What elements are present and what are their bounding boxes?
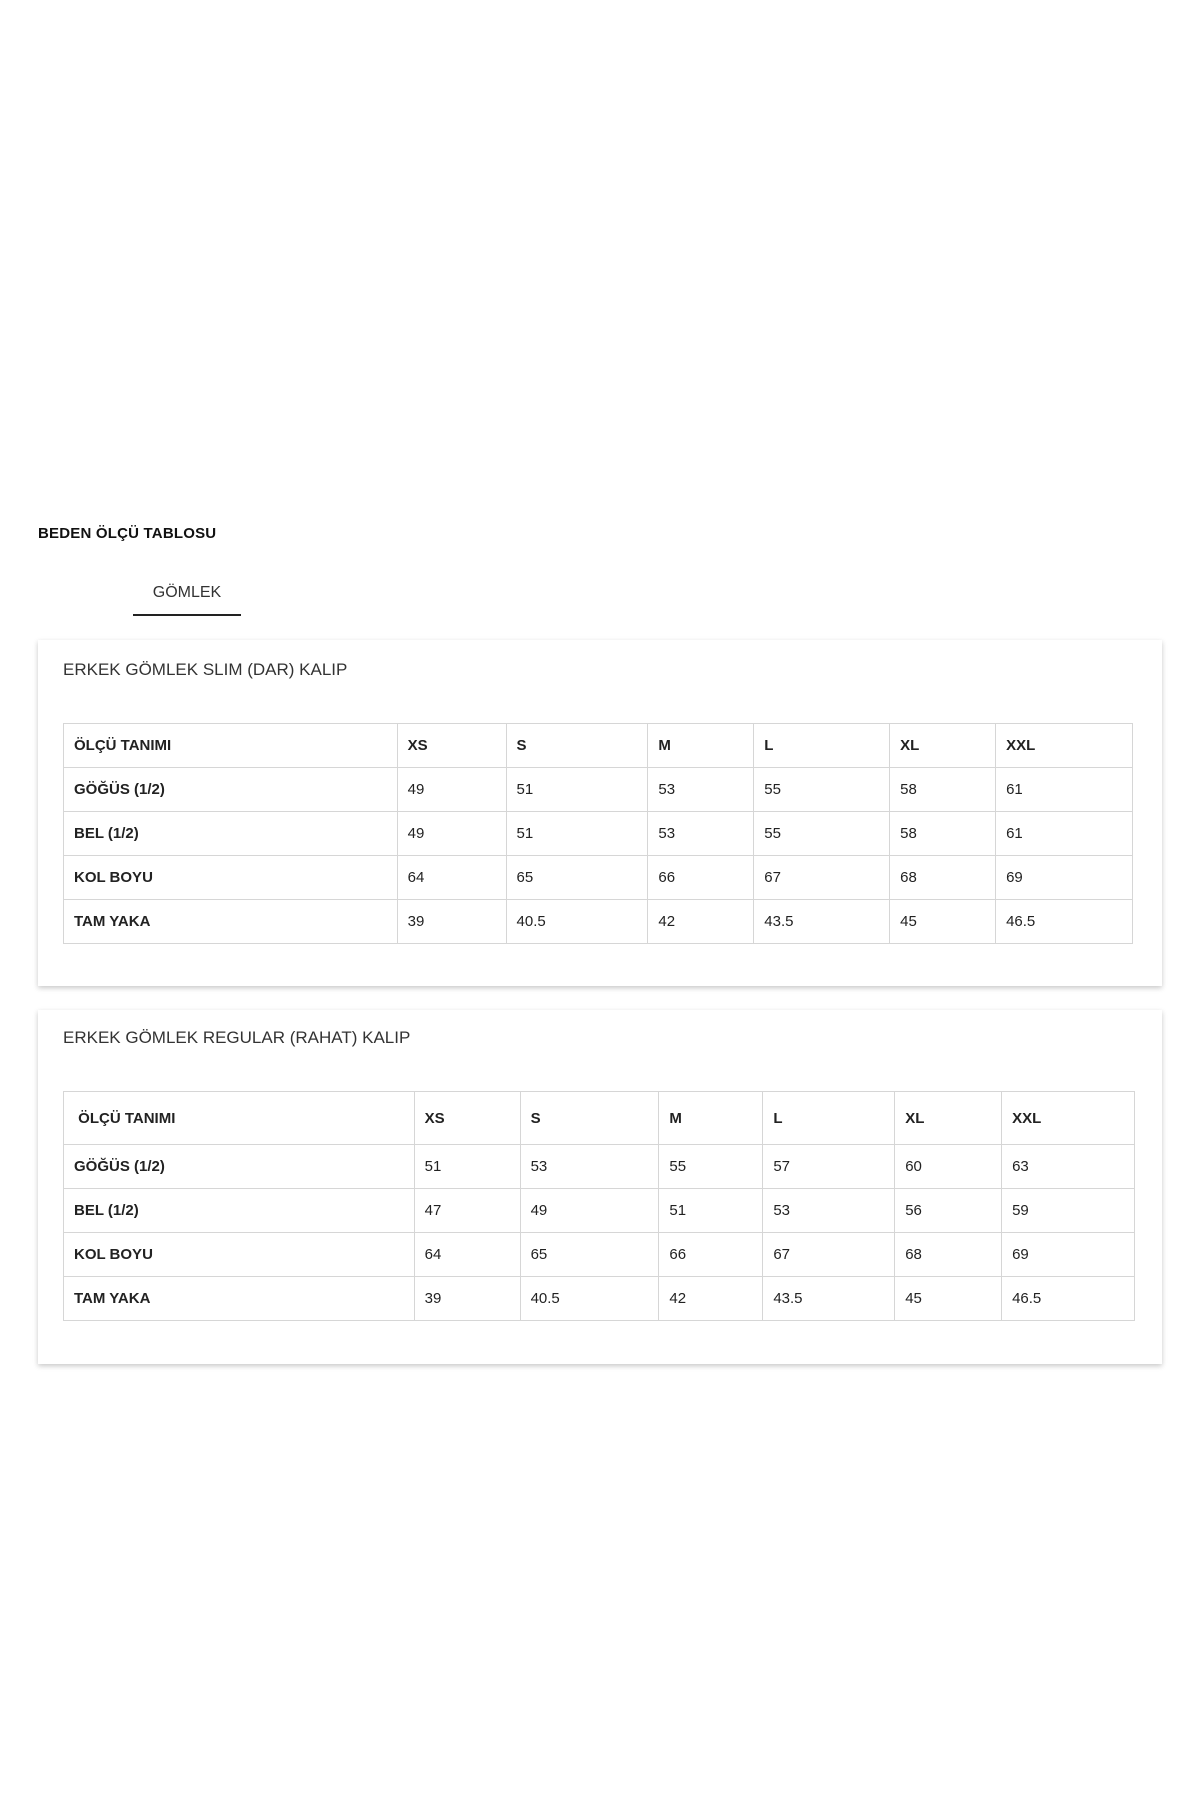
table-cell: 51 bbox=[506, 812, 648, 856]
column-header: L bbox=[754, 724, 890, 768]
table-cell: 65 bbox=[520, 1233, 659, 1277]
table-row bbox=[64, 1189, 1135, 1233]
column-header: S bbox=[506, 724, 648, 768]
table-cell: 49 bbox=[397, 768, 506, 812]
table-cell: 45 bbox=[890, 900, 996, 944]
column-header: XXL bbox=[996, 724, 1133, 768]
column-header: XXL bbox=[1002, 1092, 1135, 1145]
table-cell: 56 bbox=[895, 1189, 1002, 1233]
table-cell: 58 bbox=[890, 812, 996, 856]
table-cell: 67 bbox=[763, 1233, 895, 1277]
table-cell: 59 bbox=[1002, 1189, 1135, 1233]
table-row bbox=[64, 768, 1133, 812]
regular-fit-title: ERKEK GÖMLEK REGULAR (RAHAT) KALIP bbox=[63, 1028, 411, 1047]
table-cell: 46.5 bbox=[996, 900, 1133, 944]
row-label: GÖĞÜS (1/2) bbox=[64, 1145, 415, 1189]
table-row bbox=[64, 900, 1133, 944]
table-cell: 42 bbox=[648, 900, 754, 944]
slim-fit-card bbox=[38, 640, 1162, 986]
column-header: M bbox=[659, 1092, 763, 1145]
table-cell: 53 bbox=[648, 768, 754, 812]
table-cell: 61 bbox=[996, 812, 1133, 856]
row-label: TAM YAKA bbox=[64, 900, 398, 944]
table-cell: 55 bbox=[659, 1145, 763, 1189]
table-cell: 40.5 bbox=[520, 1277, 659, 1321]
table-cell: 58 bbox=[890, 768, 996, 812]
table-cell: 49 bbox=[397, 812, 506, 856]
row-label: BEL (1/2) bbox=[64, 1189, 415, 1233]
table-cell: 51 bbox=[414, 1145, 520, 1189]
column-header: ÖLÇÜ TANIMI bbox=[64, 1092, 415, 1145]
slim-fit-size-table bbox=[63, 723, 1133, 944]
table-cell: 51 bbox=[506, 768, 648, 812]
table-row bbox=[64, 856, 1133, 900]
column-header: L bbox=[763, 1092, 895, 1145]
table-cell: 43.5 bbox=[763, 1277, 895, 1321]
column-header: ÖLÇÜ TANIMI bbox=[64, 724, 398, 768]
table-row bbox=[64, 1145, 1135, 1189]
regular-fit-size-table bbox=[63, 1091, 1135, 1321]
column-header: M bbox=[648, 724, 754, 768]
table-cell: 43.5 bbox=[754, 900, 890, 944]
table-row bbox=[64, 1277, 1135, 1321]
table-cell: 51 bbox=[659, 1189, 763, 1233]
table-cell: 64 bbox=[414, 1233, 520, 1277]
table-cell: 39 bbox=[397, 900, 506, 944]
slim-fit-title: ERKEK GÖMLEK SLIM (DAR) KALIP bbox=[63, 660, 348, 679]
table-cell: 65 bbox=[506, 856, 648, 900]
table-cell: 61 bbox=[996, 768, 1133, 812]
tab-gomlek[interactable]: GÖMLEK bbox=[133, 570, 241, 616]
row-label: BEL (1/2) bbox=[64, 812, 398, 856]
table-cell: 63 bbox=[1002, 1145, 1135, 1189]
table-header-row bbox=[64, 724, 1133, 768]
table-cell: 47 bbox=[414, 1189, 520, 1233]
column-header: S bbox=[520, 1092, 659, 1145]
table-cell: 55 bbox=[754, 768, 890, 812]
table-cell: 57 bbox=[763, 1145, 895, 1189]
row-label: TAM YAKA bbox=[64, 1277, 415, 1321]
table-row bbox=[64, 812, 1133, 856]
column-header: XS bbox=[397, 724, 506, 768]
table-row bbox=[64, 1233, 1135, 1277]
table-header-row bbox=[64, 1092, 1135, 1145]
row-label: GÖĞÜS (1/2) bbox=[64, 768, 398, 812]
table-cell: 39 bbox=[414, 1277, 520, 1321]
column-header: XL bbox=[890, 724, 996, 768]
table-cell: 69 bbox=[996, 856, 1133, 900]
table-cell: 53 bbox=[648, 812, 754, 856]
table-cell: 49 bbox=[520, 1189, 659, 1233]
table-cell: 68 bbox=[890, 856, 996, 900]
page-title: BEDEN ÖLÇÜ TABLOSU bbox=[38, 525, 217, 542]
regular-fit-card bbox=[38, 1010, 1162, 1364]
table-cell: 46.5 bbox=[1002, 1277, 1135, 1321]
table-cell: 53 bbox=[763, 1189, 895, 1233]
row-label: KOL BOYU bbox=[64, 1233, 415, 1277]
table-cell: 66 bbox=[648, 856, 754, 900]
table-cell: 45 bbox=[895, 1277, 1002, 1321]
table-cell: 67 bbox=[754, 856, 890, 900]
table-cell: 66 bbox=[659, 1233, 763, 1277]
table-cell: 69 bbox=[1002, 1233, 1135, 1277]
table-cell: 68 bbox=[895, 1233, 1002, 1277]
table-cell: 42 bbox=[659, 1277, 763, 1321]
table-cell: 60 bbox=[895, 1145, 1002, 1189]
table-cell: 53 bbox=[520, 1145, 659, 1189]
table-cell: 64 bbox=[397, 856, 506, 900]
table-cell: 55 bbox=[754, 812, 890, 856]
table-cell: 40.5 bbox=[506, 900, 648, 944]
column-header: XL bbox=[895, 1092, 1002, 1145]
column-header: XS bbox=[414, 1092, 520, 1145]
row-label: KOL BOYU bbox=[64, 856, 398, 900]
